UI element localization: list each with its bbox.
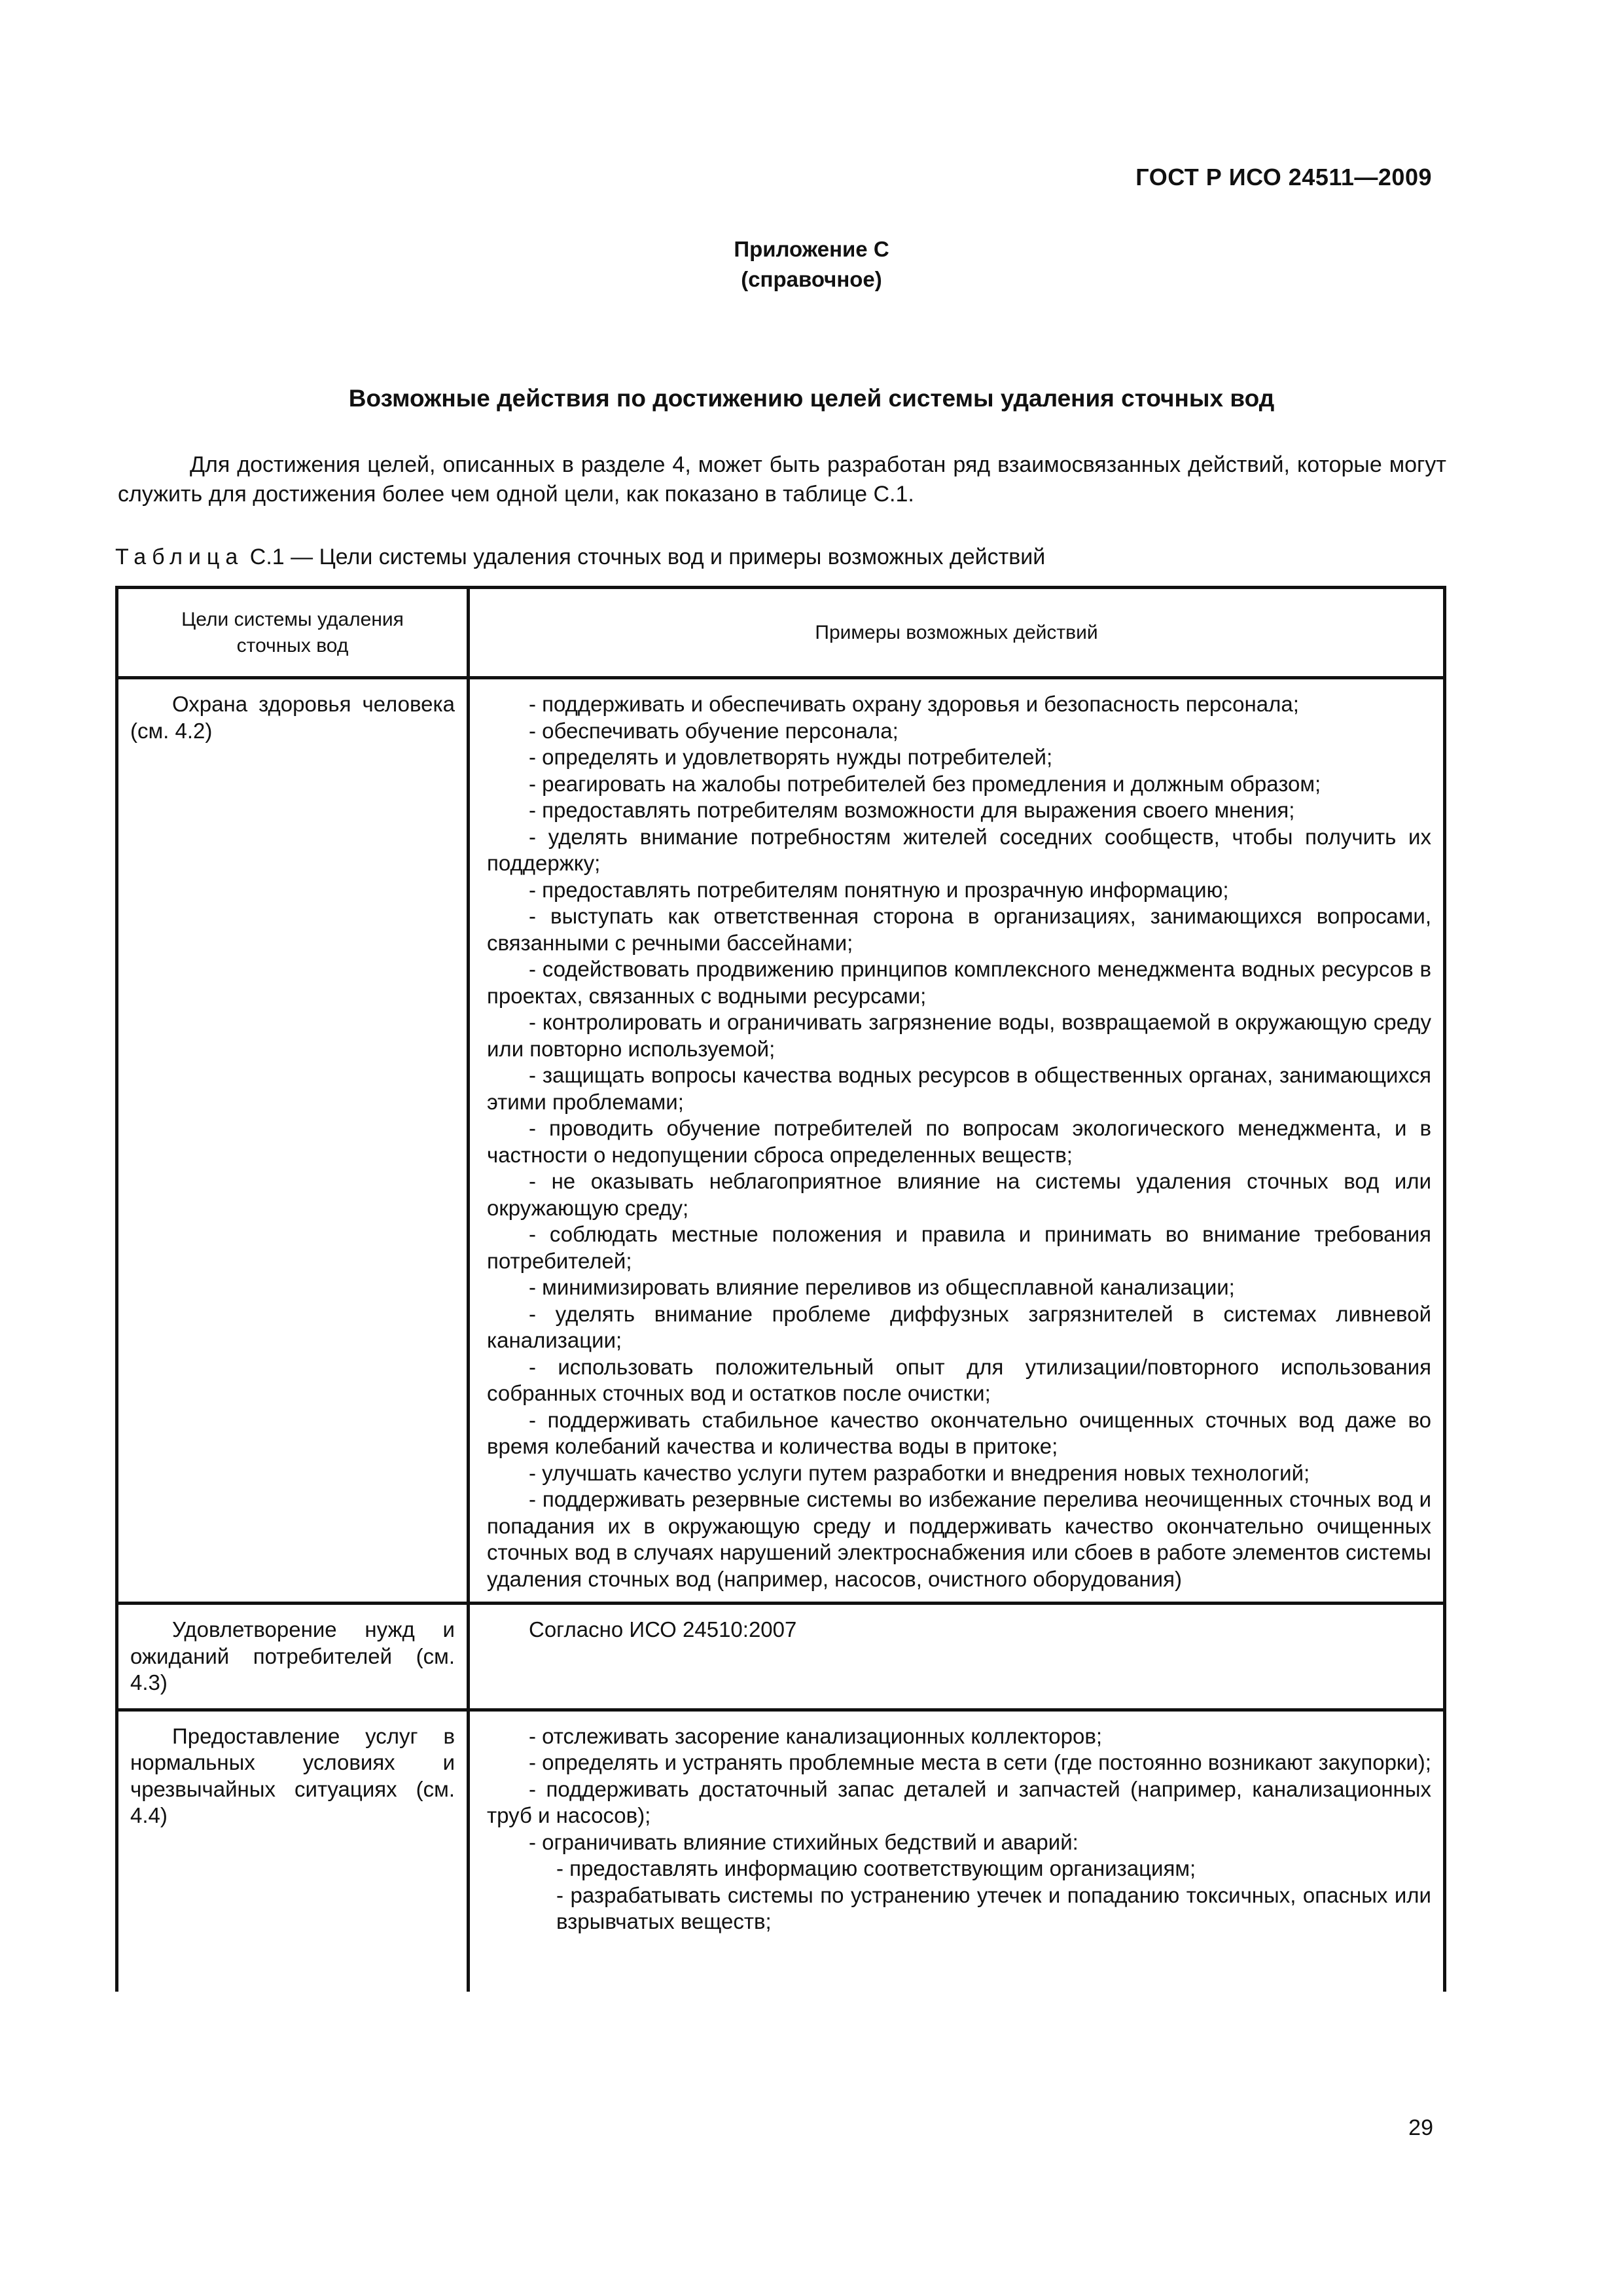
action-item: - поддерживать резервные системы во избежание перелива неочищенных сточных вод и попадания их в окружающую среду и поддерживать качество окончательно очищенных сточных вод в случаях нарушений электроснабжения или сбоев в работе элементов системы удаления сточных вод (например, насосов, очистного оборудования) xyxy=(487,1487,1431,1591)
table-row xyxy=(117,678,1445,1604)
action-item: Согласно ИСО 24510:2007 xyxy=(529,1617,797,1641)
actions-cell xyxy=(469,1710,1445,1992)
actions-cell xyxy=(469,678,1445,1604)
action-item: - реагировать на жалобы потребителей без промедления и должным образом; xyxy=(529,771,1321,796)
action-item: - выступать как ответственная сторона в организациях, занимающихся вопросами, связанными с речными бассейнами; xyxy=(487,904,1431,955)
action-item: - содействовать продвижению принципов комплексного менеджмента водных ресурсов в проектах, связанных с водными ресурсами; xyxy=(487,957,1431,1008)
table-row xyxy=(117,1604,1445,1710)
action-item: - уделять внимание потребностям жителей соседних сообществ, чтобы получить их поддержку; xyxy=(487,824,1431,875)
appendix-title-block xyxy=(0,234,1623,295)
action-item: - минимизировать влияние переливов из общесплавной канализации; xyxy=(529,1275,1235,1299)
action-item: - определять и устранять проблемные места в сети (где постоянно возникают закупорки); xyxy=(529,1750,1431,1774)
action-item: - использовать положительный опыт для утилизации/повторного использования собранных сточных вод и остатков после очистки; xyxy=(487,1354,1431,1405)
action-item: - поддерживать и обеспечивать охрану здоровья и безопасность персонала; xyxy=(529,692,1299,716)
action-item: - проводить обучение потребителей по вопросам экологического менеджмента, и в частности о недопущении сброса определенных веществ; xyxy=(487,1116,1431,1167)
action-item: - определять и удовлетворять нужды потребителей; xyxy=(529,745,1053,769)
appendix-title: Приложение С xyxy=(734,237,889,261)
appendix-type: (справочное) xyxy=(741,267,882,291)
action-item: - соблюдать местные положения и правила и принимать во внимание требования потребителей; xyxy=(487,1222,1431,1273)
action-item: - обеспечивать обучение персонала; xyxy=(529,718,899,743)
action-item: - отслеживать засорение канализационных коллекторов; xyxy=(529,1723,1103,1748)
table-header-row xyxy=(117,588,1445,678)
actions-cell xyxy=(469,1604,1445,1710)
sub-action-item: - предоставлять информацию соответствующим организациям; xyxy=(556,1856,1196,1880)
table-caption xyxy=(115,545,1045,570)
table-row xyxy=(117,1710,1445,1992)
sub-action-item: - разрабатывать системы по устранению утечек и попаданию токсичных, опасных или взрывчатых веществ; xyxy=(556,1882,1431,1933)
goal-cell: Удовлетворение нужд и ожиданий потребителей (см. 4.3) xyxy=(117,1604,469,1710)
col-header-goals: Цели системы удаления сточных вод xyxy=(117,588,469,678)
col-header-actions: Примеры возможных действий xyxy=(469,588,1445,678)
intro-paragraph: Для достижения целей, описанных в разделе 4, может быть разработан ряд взаимосвязанных действий, которые могут служить для достижения более чем одной цели, как показано в таблице С.1. xyxy=(118,452,1446,507)
action-item: - улучшать качество услуги путем разработки и внедрения новых технологий; xyxy=(529,1460,1310,1485)
section-heading: Возможные действия по достижению целей системы удаления сточных вод xyxy=(348,385,1275,412)
goals-actions-table xyxy=(115,586,1446,1992)
goal-cell: Предоставление услуг в нормальных условиях и чрезвычайных ситуациях (см. 4.4) xyxy=(117,1710,469,1992)
action-item: - не оказывать неблагоприятное влияние на системы удаления сточных вод или окружающую среду; xyxy=(487,1169,1431,1220)
action-item: - поддерживать стабильное качество окончательно очищенных сточных вод даже во время колебаний качества и количества воды в притоке; xyxy=(487,1407,1431,1458)
action-item: - поддерживать достаточный запас деталей и запчастей (например, канализационных труб и насосов); xyxy=(487,1776,1431,1827)
action-item: - ограничивать влияние стихийных бедствий и аварий: xyxy=(529,1829,1079,1854)
action-item: - защищать вопросы качества водных ресурсов в общественных органах, занимающихся этими проблемами; xyxy=(487,1063,1431,1114)
action-item: - уделять внимание проблеме диффузных загрязнителей в системах ливневой канализации; xyxy=(487,1301,1431,1352)
page-number: 29 xyxy=(1408,2115,1433,2140)
document-code: ГОСТ Р ИСО 24511—2009 xyxy=(1135,164,1432,190)
action-item: - контролировать и ограничивать загрязнение воды, возвращаемой в окружающую среду или повторно используемой; xyxy=(487,1010,1431,1061)
table-caption-text: С.1 — Цели системы удаления сточных вод и примеры возможных действий xyxy=(249,545,1046,569)
action-item: - предоставлять потребителям возможности для выражения своего мнения; xyxy=(529,798,1295,822)
action-item: - предоставлять потребителям понятную и прозрачную информацию; xyxy=(529,877,1229,902)
table-caption-label: Таблица xyxy=(115,545,244,569)
goal-cell: Охрана здоровья человека (см. 4.2) xyxy=(117,678,469,1604)
